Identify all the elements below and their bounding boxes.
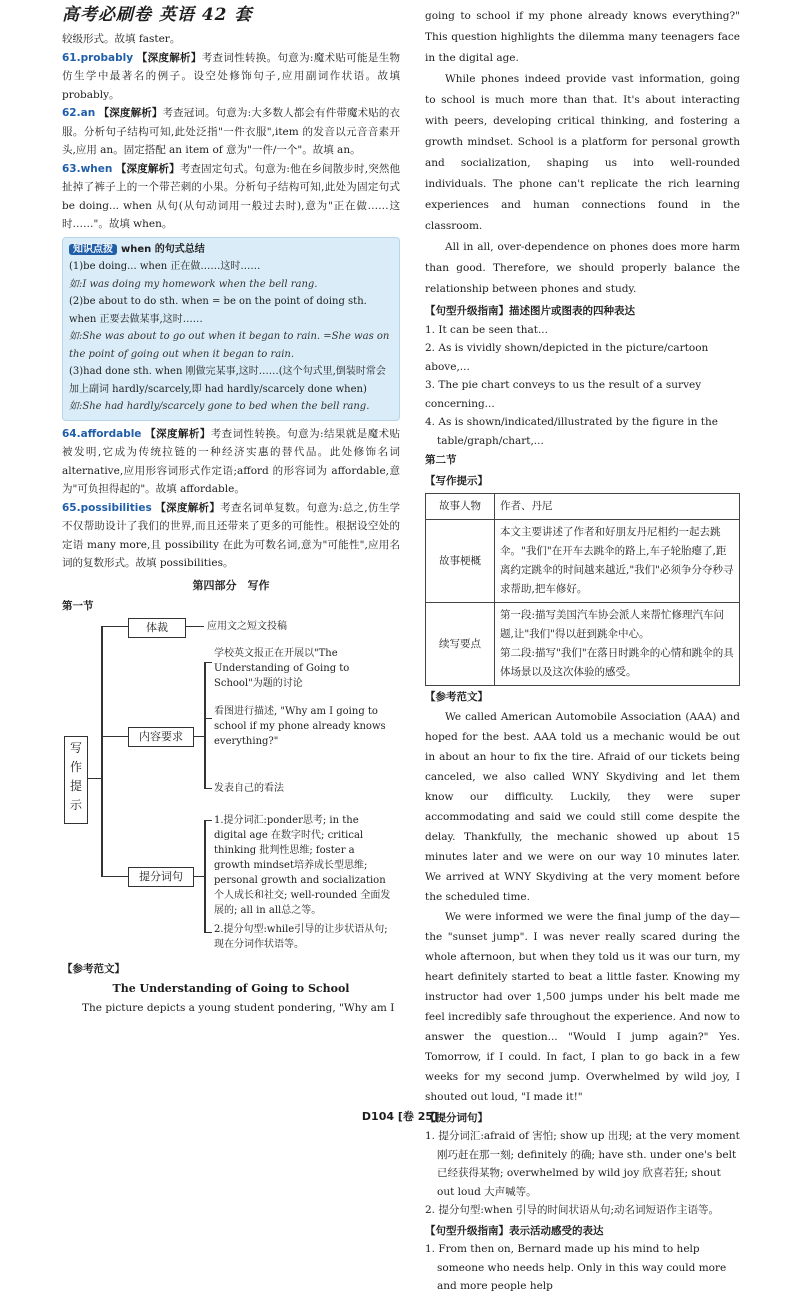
table-cell-points: 第一段:描写美国汽车协会派人来帮忙修理汽车问题,让"我们"得以赶到跳伞中心。 第二段:描写"我们"在落日时跳伞的心情和跳伞的具体场景以及这次体验的感受。: [495, 603, 740, 686]
guide1-item: 4. As is shown/indicated/illustrated by the figure in the table/graph/chart,...: [425, 416, 718, 447]
words-item: 1. 提分词汇:afraid of 害怕; show up 出现; at the very moment 刚巧赶在那一刻; definitely 的确; have sth. under one's belt 已经获得某物; overwhelmed by wild joy 欣喜若狂; shout out loud 大声喊等。: [425, 1130, 740, 1198]
right-column: [425, 10, 740, 1296]
answer-63: 63.when 【深度解析】考查固定句式。句意为:他在乡间散步时,突然他扯掉了裤子上的一个带芒刺的小果。分析句子结构可知,此处为固定句式 be doing... when 从句(从句动词用一般过去时),意为"正在做……这时……"。故填 when。: [62, 162, 401, 230]
intro-line: 较级形式。故填 faster。: [62, 33, 181, 45]
part4-heading: 第四部分 写作: [192, 578, 270, 592]
essay-para-2: While phones indeed provide vast information, going to school is much more than that. It's about interacting with peers, developing critical thinking, and fostering a growth mindset. School is a platform for personal growth and socialization, shaping us into well-rounded individuals. The phone can't replicate the rich learning experiences and human connections found in the classroom.: [425, 73, 740, 232]
content-box: 内容要求: [128, 727, 194, 747]
writing-tips-table: [425, 493, 740, 686]
table-cell-summary: 本文主要讲述了作者和好朋友丹尼相约一起去跳伞。"我们"在开车去跳伞的路上,车子轮胎瘪了,距离约定跳伞的时间越来越近,"我们"必须争分夺秒寻求帮助,把车修好。: [495, 520, 740, 603]
guide1-title: 【句型升级指南】描述图片或图表的四种表达: [425, 305, 635, 317]
volume-number: [卷 25]: [397, 1110, 439, 1123]
writing-mindmap: [62, 618, 400, 958]
section1-heading: 第一节: [62, 600, 94, 612]
story-para-1: We called American Automobile Association (AAA) and hoped for the best. AAA told us a mechanic would be out in about an hour to fix the tire. Afraid of our tickets being canceled, we also called WNY Skydiving and let them know our difficulty. Luckily, they were super accommodating and said we could still come despite the delay. Thankfully, the mechanic showed up about 15 minutes later and we were on our way 10 minutes later. We arrived at WNY Skydiving at the very moment before the scheduled time.: [425, 710, 740, 903]
answer-65: 65.possibilities 【深度解析】考查名词单复数。句意为:总之,仿生学不仅帮助设计了我们的世界,而且还带来了更多的可能性。根据设空处的定语 many more,且 possibility 在此为可数名词,意为"可能性",应用名词的复数形式。故填 possibilities。: [62, 501, 401, 569]
knowledge-line: (3)had done sth. when 刚做完某事,这时……(这个句式里,倒装时常会加上副词 hardly/scarcely,即 had hardly/scarcely done when): [69, 366, 386, 395]
guide1-item: 2. As is vividly shown/depicted in the picture/cartoon above,...: [425, 342, 709, 373]
answer-64: 64.affordable 【深度解析】考查词性转换。句意为:结果就是魔术贴被发明,它成为传统拉链的一种经济实惠的替代品。此处修饰名词 alternative,应用形容词形式作定语;afford 的形容词为 affordable,意为"可负担得起的"。故填 affordable。: [62, 427, 400, 495]
essay-title: The Understanding of Going to School: [112, 982, 350, 995]
knowledge-box: [62, 237, 400, 421]
reference-label-right: 【参考范文】: [425, 691, 488, 703]
words-label: 【提分词句】: [425, 1111, 488, 1124]
guide1-item: 3. The pie chart conveys to us the result of a survey concerning...: [425, 379, 702, 410]
content-req-2: 看图进行描述, "Why am I going to school if my phone already knows everything?": [214, 705, 386, 747]
words-box: 提分词句: [128, 867, 194, 887]
content-req-3: 发表自己的看法: [214, 782, 284, 794]
mindmap-root: 写作提示: [64, 736, 88, 824]
table-header-characters: 故事人物: [426, 494, 495, 520]
table-cell-characters: 作者、丹尼: [495, 494, 740, 520]
genre-box: 体裁: [128, 618, 186, 638]
genre-text: 应用文之短文投稿: [207, 620, 287, 632]
words-vocab: 1.提分词汇:ponder思考; in the digital age 在数字时代; critical thinking 批判性思维; foster a growth mindset培养成长型思维; personal growth and socialization 个人成长和社交; well-rounded 全面发展的; all in all总之等。: [214, 814, 391, 916]
words-item: 2. 提分句型:when 引导的时间状语从句;动名词短语作主语等。: [425, 1204, 719, 1216]
knowledge-title: 知识点拨 when 的句式总结: [69, 241, 393, 259]
essay-para-3: All in all, over-dependence on phones does more harm than good. Therefore, we should properly balance the relationship between phones and study.: [425, 241, 740, 295]
essay-start: The picture depicts a young student pondering, "Why am I: [82, 1001, 395, 1014]
section2-heading: 第二节: [425, 454, 457, 466]
guide2-title: 【句型升级指南】表示活动感受的表达: [425, 1224, 604, 1237]
story-para-2: We were informed we were the final jump of the day—the "sunset jump". I was never really scared during the whole afternoon, but when they told us it was our turn, my heart definitely started to beat a little faster. Knowing my instructor had over 1,500 jumps under his belt made me feel incredibly safe throughout the experience. And now to answer the question... "Would I jump again?" Yes. Tomorrow, if I could. In fact, I plan to go back in a few weeks for my second jump. Overwhelmed by wild joy, I shouted out loud, "I made it!": [425, 910, 740, 1103]
knowledge-line: (1)be doing... when 正在做……这时……: [69, 261, 261, 272]
guide1-item: 1. It can be seen that...: [425, 323, 548, 336]
reference-label-left: 【参考范文】: [62, 962, 125, 975]
table-header-points: 续写要点: [426, 603, 495, 686]
knowledge-example: 如:She had hardly/scarcely gone to bed when the bell rang.: [69, 401, 370, 412]
knowledge-example: 如:She was about to go out when it began to rain. =She was on the point of going out when it began to rain.: [69, 331, 390, 360]
tips-label: 【写作提示】: [425, 474, 488, 487]
words-sentence: 2.提分句型:while引导的让步状语从句;现在分词作状语等。: [214, 923, 388, 950]
page-footer: [0, 1108, 800, 1127]
answer-61: 61.probably 【深度解析】考查词性转换。句意为:魔术贴可能是生物仿生学中最著名的例子。设空处修饰句子,应用副词作状语。故填 probably。: [62, 51, 401, 101]
knowledge-line: (2)be about to do sth. when = be on the point of doing sth. when 正要去做某事,这时……: [69, 296, 367, 325]
page-header-title: 高考必刷卷 英语 42 套: [62, 5, 253, 25]
knowledge-example: 如:I was doing my homework when the bell rang.: [69, 278, 318, 290]
content-req-1: 学校英文报正在开展以"The Understanding of Going to School"为题的讨论: [214, 647, 350, 689]
left-column: [62, 30, 400, 1017]
table-header-summary: 故事梗概: [426, 520, 495, 603]
essay-para-1: going to school if my phone already knows everything?" This question highlights the dilemma many teenagers face in the digital age.: [425, 10, 740, 64]
guide2-item: 1. From then on, Bernard made up his mind to help someone who needs help. Only in this way could more and more people help: [425, 1243, 727, 1292]
answer-62: 62.an 【深度解析】考查冠词。句意为:大多数人都会有件带魔术贴的衣服。分析句子结构可知,此处泛指"一件衣服",item 的发音以元音音素开头,应用 an。固定搭配 an item of 意为"一件/一个"。故填 an。: [62, 107, 401, 156]
page-number: D104: [361, 1110, 395, 1123]
knowledge-pill: 知识点拨: [69, 244, 117, 255]
